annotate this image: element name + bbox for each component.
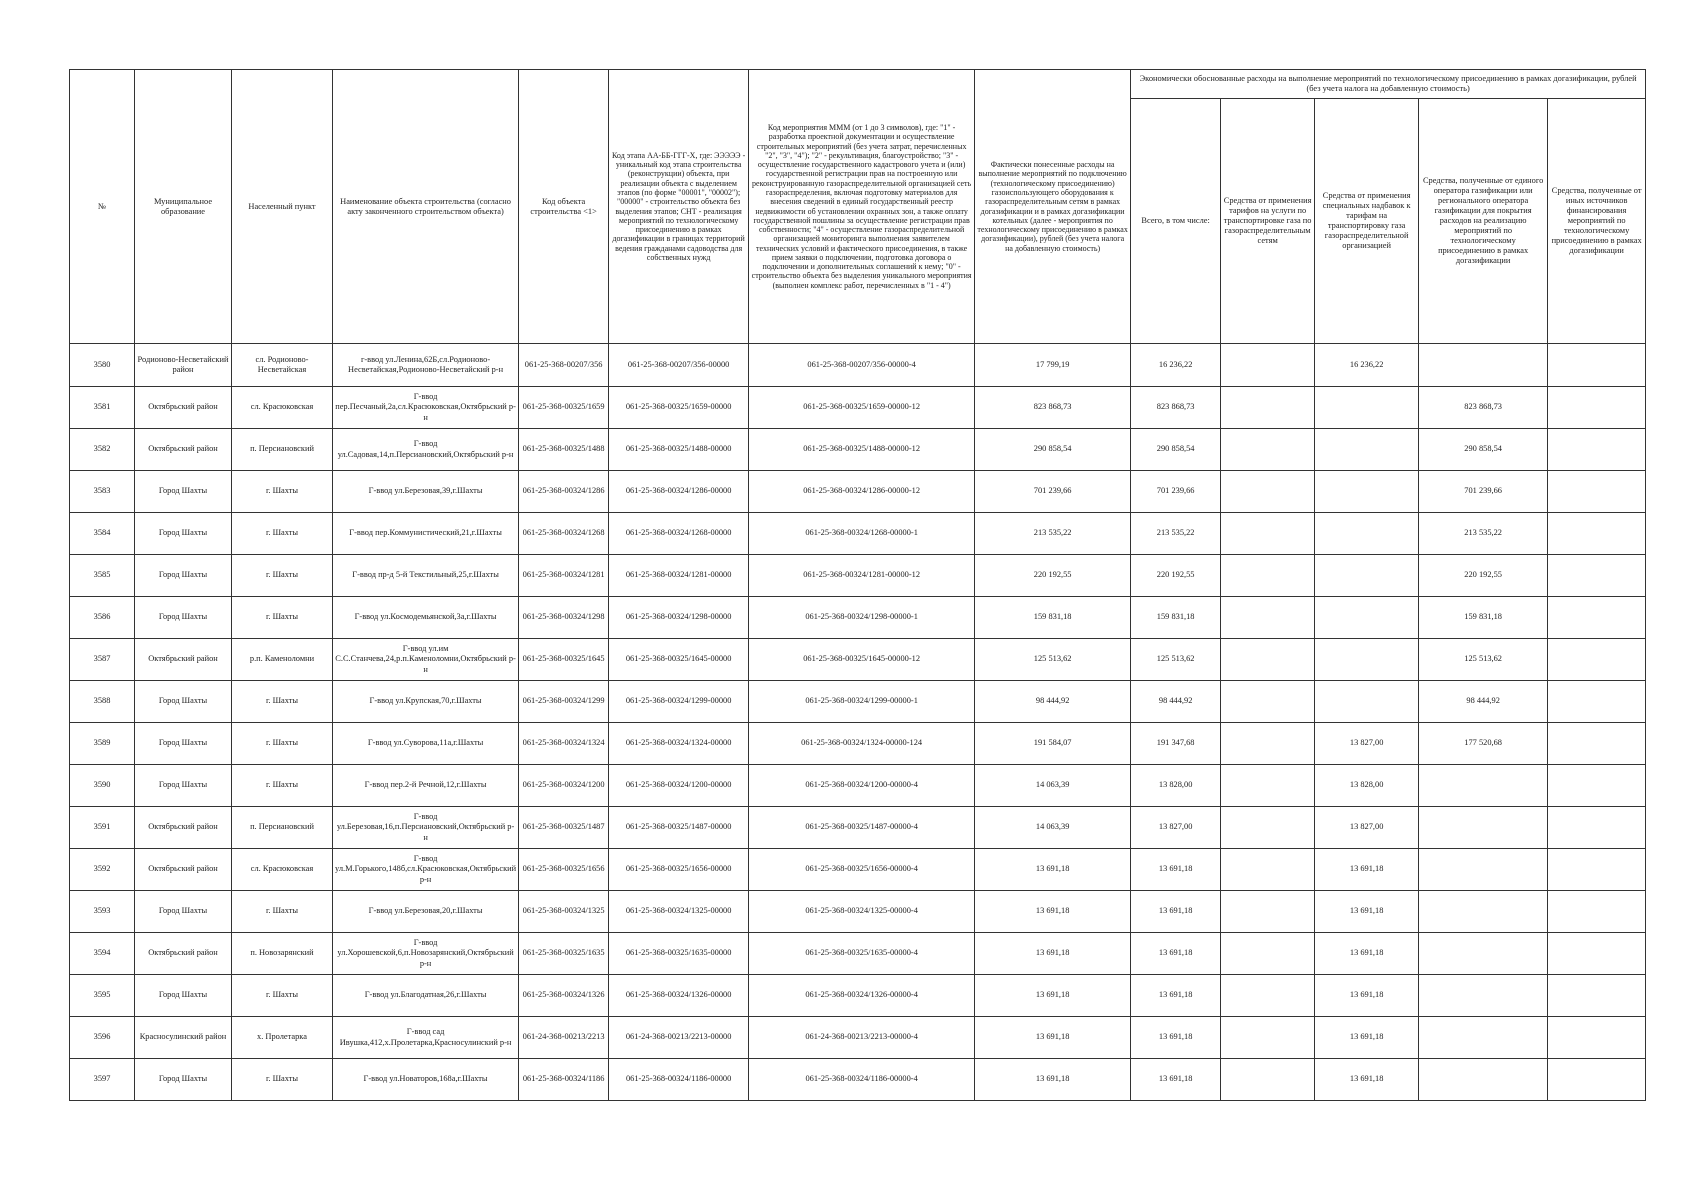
- cell-operator: 98 444,92: [1419, 681, 1548, 723]
- cell-operator: 701 239,66: [1419, 471, 1548, 513]
- cell-other-sources: [1548, 429, 1646, 471]
- cell-object-name: Г-ввод пер.Коммунистический,21,г.Шахты: [333, 513, 519, 555]
- cell-object-code: 061-25-368-00325/1659: [519, 387, 609, 429]
- cell-municipality: Город Шахты: [135, 597, 232, 639]
- cell-municipality: Город Шахты: [135, 1059, 232, 1101]
- table-row: [70, 681, 1646, 723]
- cell-object-code: 061-25-368-00325/1488: [519, 429, 609, 471]
- cell-tariffs: [1221, 723, 1315, 765]
- cell-no: 3591: [70, 807, 135, 849]
- cell-stage-code: 061-24-368-00213/2213-00000: [609, 1017, 749, 1059]
- cell-other-sources: [1548, 723, 1646, 765]
- cell-object-code: 061-25-368-00324/1298: [519, 597, 609, 639]
- table-row: [70, 639, 1646, 681]
- cell-no: 3587: [70, 639, 135, 681]
- cell-settlement: х. Пролетарка: [232, 1017, 333, 1059]
- cell-activity-code: 061-25-368-00324/1324-00000-124: [749, 723, 975, 765]
- header-actual-costs: Фактически понесенные расходы на выполнение мероприятий по подключению (технологическому присоединению) газоиспользующего оборудования к газораспределительным сетям в рамках догазификации и в рамках догазификации котельных (далее - мероприятия по технологическому присоединению в рамках догазификации), рублей (без учета налога на добавленную стоимость): [975, 70, 1131, 344]
- table-row: [70, 387, 1646, 429]
- cell-total: 159 831,18: [1131, 597, 1221, 639]
- cell-operator: 125 513,62: [1419, 639, 1548, 681]
- table-row: [70, 344, 1646, 387]
- cell-operator: [1419, 975, 1548, 1017]
- cell-settlement: г. Шахты: [232, 723, 333, 765]
- cell-settlement: сл. Красюковская: [232, 387, 333, 429]
- cell-settlement: сл. Родионово-Несветайская: [232, 344, 333, 387]
- cell-tariffs: [1221, 597, 1315, 639]
- expenses-table: [69, 69, 1646, 1101]
- cell-object-name: Г-ввод ул.Березовая,16,п.Персиановский,Октябрьский р-н: [333, 807, 519, 849]
- cell-object-name: Г-ввод ул.Благодатная,26,г.Шахты: [333, 975, 519, 1017]
- cell-no: 3594: [70, 933, 135, 975]
- header-activity-code: Код мероприятия МММ (от 1 до 3 символов), где: "1" - разработка проектной документации и осуществление строительных мероприятий (без учета затрат, перечисленных "2", "3", "4"); "2" - рекультивация, благоустройство; "3" - осуществление государственного кадастрового учета и (или) государственной регистрации прав на построенную или реконструированную газораспределительной организацией сеть газораспределения, включая подготовку материалов для внесения сведений в единый государственный реестр недвижимости об установлении охранных зон, а также оплату государственной пошлины за осуществление регистрации прав собственности; "4" - осуществление газораспределительной организацией мониторинга выполнения заявителем технических условий и фактического присоединения, в также прием заявки о подключении, подготовка договора о подключении и дополнительных соглашений к нему; "0" - строительство объекта без выделения уникального мероприятия (выполнен комплекс работ, перечисленных в "1 - 4"): [749, 70, 975, 344]
- cell-surcharges: 13 827,00: [1315, 723, 1419, 765]
- cell-activity-code: 061-25-368-00324/1186-00000-4: [749, 1059, 975, 1101]
- cell-actual-costs: 13 691,18: [975, 1017, 1131, 1059]
- cell-no: 3595: [70, 975, 135, 1017]
- cell-tariffs: [1221, 849, 1315, 891]
- cell-actual-costs: 13 691,18: [975, 975, 1131, 1017]
- cell-actual-costs: 13 691,18: [975, 891, 1131, 933]
- cell-other-sources: [1548, 807, 1646, 849]
- cell-stage-code: 061-25-368-00324/1298-00000: [609, 597, 749, 639]
- cell-actual-costs: 220 192,55: [975, 555, 1131, 597]
- cell-object-code: 061-25-368-00325/1656: [519, 849, 609, 891]
- cell-total: 290 858,54: [1131, 429, 1221, 471]
- cell-surcharges: [1315, 429, 1419, 471]
- cell-settlement: п. Персиановский: [232, 429, 333, 471]
- table-row: [70, 429, 1646, 471]
- cell-other-sources: [1548, 933, 1646, 975]
- cell-settlement: сл. Красюковская: [232, 849, 333, 891]
- header-stage-code: Код этапа АА-ББ-ГГГ-Х, где: ЭЭЭЭЭ - уникальный код этапа строительства (реконструкции) объекта, при реализации объекта с выделением этапов (по форме "00001", "00002"); "00000" - строительство объекта без выделения этапов; СНТ - реализация мероприятий по технологическому присоединению в рамках догазификации в границах территорий ведения гражданами садоводства для собственных нужд: [609, 70, 749, 344]
- cell-object-name: Г-ввод ул.Березовая,20,г.Шахты: [333, 891, 519, 933]
- cell-object-code: 061-25-368-00325/1645: [519, 639, 609, 681]
- cell-tariffs: [1221, 681, 1315, 723]
- cell-object-code: 061-25-368-00325/1487: [519, 807, 609, 849]
- cell-total: 13 691,18: [1131, 933, 1221, 975]
- cell-operator: [1419, 765, 1548, 807]
- cell-operator: 823 868,73: [1419, 387, 1548, 429]
- cell-municipality: Город Шахты: [135, 765, 232, 807]
- cell-stage-code: 061-25-368-00324/1325-00000: [609, 891, 749, 933]
- header-object-name: Наименование объекта строительства (согласно акту законченного строительством объекта): [333, 70, 519, 344]
- header-total: Всего, в том числе:: [1131, 99, 1221, 344]
- cell-object-code: 061-25-368-00324/1268: [519, 513, 609, 555]
- cell-no: 3582: [70, 429, 135, 471]
- cell-operator: [1419, 1059, 1548, 1101]
- cell-tariffs: [1221, 387, 1315, 429]
- cell-total: 13 691,18: [1131, 891, 1221, 933]
- cell-tariffs: [1221, 1017, 1315, 1059]
- cell-municipality: Город Шахты: [135, 555, 232, 597]
- cell-stage-code: 061-25-368-00324/1281-00000: [609, 555, 749, 597]
- cell-operator: 290 858,54: [1419, 429, 1548, 471]
- cell-total: 98 444,92: [1131, 681, 1221, 723]
- cell-activity-code: 061-25-368-00325/1487-00000-4: [749, 807, 975, 849]
- cell-total: 13 691,18: [1131, 975, 1221, 1017]
- cell-object-code: 061-25-368-00324/1186: [519, 1059, 609, 1101]
- cell-object-code: 061-25-368-00325/1635: [519, 933, 609, 975]
- cell-activity-code: 061-25-368-00325/1488-00000-12: [749, 429, 975, 471]
- cell-object-code: 061-24-368-00213/2213: [519, 1017, 609, 1059]
- cell-settlement: г. Шахты: [232, 555, 333, 597]
- cell-stage-code: 061-25-368-00325/1635-00000: [609, 933, 749, 975]
- header-tariffs: Средства от применения тарифов на услуги по транспортировке газа по газораспределительным сетям: [1221, 99, 1315, 344]
- cell-total: 213 535,22: [1131, 513, 1221, 555]
- cell-surcharges: 13 691,18: [1315, 933, 1419, 975]
- cell-activity-code: 061-25-368-00324/1326-00000-4: [749, 975, 975, 1017]
- cell-stage-code: 061-25-368-00325/1645-00000: [609, 639, 749, 681]
- cell-object-code: 061-25-368-00324/1299: [519, 681, 609, 723]
- cell-stage-code: 061-25-368-00324/1326-00000: [609, 975, 749, 1017]
- cell-activity-code: 061-25-368-00324/1200-00000-4: [749, 765, 975, 807]
- cell-actual-costs: 701 239,66: [975, 471, 1131, 513]
- cell-stage-code: 061-25-368-00324/1186-00000: [609, 1059, 749, 1101]
- header-settlement: Населенный пункт: [232, 70, 333, 344]
- cell-other-sources: [1548, 513, 1646, 555]
- table-row: [70, 975, 1646, 1017]
- cell-surcharges: [1315, 639, 1419, 681]
- cell-surcharges: 13 691,18: [1315, 975, 1419, 1017]
- cell-municipality: Октябрьский район: [135, 429, 232, 471]
- cell-operator: 159 831,18: [1419, 597, 1548, 639]
- cell-tariffs: [1221, 344, 1315, 387]
- cell-other-sources: [1548, 639, 1646, 681]
- cell-municipality: Город Шахты: [135, 681, 232, 723]
- cell-no: 3584: [70, 513, 135, 555]
- cell-settlement: п. Персиановский: [232, 807, 333, 849]
- cell-object-code: 061-25-368-00207/356: [519, 344, 609, 387]
- cell-object-code: 061-25-368-00324/1281: [519, 555, 609, 597]
- table-row: [70, 1017, 1646, 1059]
- cell-object-name: Г-ввод ул.Космодемьянской,3а,г.Шахты: [333, 597, 519, 639]
- table-row: [70, 807, 1646, 849]
- cell-actual-costs: 159 831,18: [975, 597, 1131, 639]
- cell-object-name: Г-ввод ул.Суворова,11а,г.Шахты: [333, 723, 519, 765]
- cell-stage-code: 061-25-368-00325/1659-00000: [609, 387, 749, 429]
- cell-object-code: 061-25-368-00324/1326: [519, 975, 609, 1017]
- cell-stage-code: 061-25-368-00324/1268-00000: [609, 513, 749, 555]
- header-object-code: Код объекта строительства <1>: [519, 70, 609, 344]
- cell-total: 220 192,55: [1131, 555, 1221, 597]
- cell-municipality: Красносулинский район: [135, 1017, 232, 1059]
- cell-operator: [1419, 849, 1548, 891]
- cell-surcharges: [1315, 513, 1419, 555]
- cell-surcharges: 13 691,18: [1315, 1059, 1419, 1101]
- cell-activity-code: 061-25-368-00324/1286-00000-12: [749, 471, 975, 513]
- cell-tariffs: [1221, 555, 1315, 597]
- cell-no: 3596: [70, 1017, 135, 1059]
- cell-total: 823 868,73: [1131, 387, 1221, 429]
- cell-activity-code: 061-25-368-00324/1268-00000-1: [749, 513, 975, 555]
- cell-other-sources: [1548, 975, 1646, 1017]
- cell-no: 3590: [70, 765, 135, 807]
- cell-no: 3592: [70, 849, 135, 891]
- cell-tariffs: [1221, 1059, 1315, 1101]
- cell-municipality: Октябрьский район: [135, 849, 232, 891]
- cell-total: 13 691,18: [1131, 1059, 1221, 1101]
- cell-total: 16 236,22: [1131, 344, 1221, 387]
- cell-object-name: Г-ввод пер.Песчаный,2а,сл.Красюковская,Октябрьский р-н: [333, 387, 519, 429]
- cell-surcharges: 13 691,18: [1315, 891, 1419, 933]
- cell-other-sources: [1548, 1059, 1646, 1101]
- cell-object-name: Г-ввод пер.2-й Речной,12,г.Шахты: [333, 765, 519, 807]
- cell-settlement: г. Шахты: [232, 891, 333, 933]
- cell-total: 701 239,66: [1131, 471, 1221, 513]
- table-row: [70, 933, 1646, 975]
- cell-other-sources: [1548, 1017, 1646, 1059]
- cell-surcharges: [1315, 555, 1419, 597]
- cell-no: 3593: [70, 891, 135, 933]
- table-row: [70, 849, 1646, 891]
- cell-stage-code: 061-25-368-00324/1200-00000: [609, 765, 749, 807]
- cell-municipality: Октябрьский район: [135, 933, 232, 975]
- table-row: [70, 891, 1646, 933]
- table-row: [70, 723, 1646, 765]
- cell-actual-costs: 823 868,73: [975, 387, 1131, 429]
- cell-municipality: Октябрьский район: [135, 807, 232, 849]
- cell-no: 3583: [70, 471, 135, 513]
- header-no: №: [70, 70, 135, 344]
- cell-other-sources: [1548, 765, 1646, 807]
- cell-municipality: Город Шахты: [135, 891, 232, 933]
- cell-actual-costs: 13 691,18: [975, 933, 1131, 975]
- cell-operator: [1419, 344, 1548, 387]
- cell-object-code: 061-25-368-00324/1200: [519, 765, 609, 807]
- cell-tariffs: [1221, 933, 1315, 975]
- cell-object-code: 061-25-368-00324/1286: [519, 471, 609, 513]
- cell-object-name: Г-ввод пр-д 5-й Текстильный,25,г.Шахты: [333, 555, 519, 597]
- cell-total: 125 513,62: [1131, 639, 1221, 681]
- cell-operator: [1419, 807, 1548, 849]
- cell-surcharges: [1315, 597, 1419, 639]
- cell-object-name: Г-ввод ул.Садовая,14,п.Персиановский,Октябрьский р-н: [333, 429, 519, 471]
- cell-surcharges: 13 691,18: [1315, 849, 1419, 891]
- cell-surcharges: 13 827,00: [1315, 807, 1419, 849]
- cell-operator: [1419, 891, 1548, 933]
- header-other-sources: Средства, полученные от иных источников финансирования мероприятий по технологическому присоединению в рамках догазификации: [1548, 99, 1646, 344]
- cell-activity-code: 061-24-368-00213/2213-00000-4: [749, 1017, 975, 1059]
- cell-settlement: г. Шахты: [232, 471, 333, 513]
- cell-other-sources: [1548, 344, 1646, 387]
- cell-municipality: Город Шахты: [135, 975, 232, 1017]
- cell-actual-costs: 125 513,62: [975, 639, 1131, 681]
- cell-surcharges: [1315, 387, 1419, 429]
- cell-other-sources: [1548, 555, 1646, 597]
- cell-municipality: Октябрьский район: [135, 387, 232, 429]
- cell-no: 3585: [70, 555, 135, 597]
- cell-total: 191 347,68: [1131, 723, 1221, 765]
- header-municipality: Муниципальное образование: [135, 70, 232, 344]
- cell-actual-costs: 191 584,07: [975, 723, 1131, 765]
- table-row: [70, 765, 1646, 807]
- cell-other-sources: [1548, 891, 1646, 933]
- header-economic-group: Экономически обоснованные расходы на выполнение мероприятий по технологическому присоединению в рамках догазификации, рублей (без учета налога на добавленную стоимость): [1131, 70, 1646, 99]
- cell-object-name: Г-ввод ул.Новаторов,168а,г.Шахты: [333, 1059, 519, 1101]
- cell-object-name: Г-ввод ул.Хорошевской,6,п.Новозарянский,Октябрьский р-н: [333, 933, 519, 975]
- cell-settlement: г. Шахты: [232, 975, 333, 1017]
- cell-operator: 213 535,22: [1419, 513, 1548, 555]
- cell-municipality: Родионово-Несветайский район: [135, 344, 232, 387]
- cell-activity-code: 061-25-368-00325/1635-00000-4: [749, 933, 975, 975]
- cell-tariffs: [1221, 429, 1315, 471]
- table-row: [70, 513, 1646, 555]
- cell-actual-costs: 13 691,18: [975, 849, 1131, 891]
- cell-activity-code: 061-25-368-00325/1656-00000-4: [749, 849, 975, 891]
- cell-no: 3597: [70, 1059, 135, 1101]
- cell-settlement: р.п. Каменоломни: [232, 639, 333, 681]
- cell-other-sources: [1548, 471, 1646, 513]
- cell-stage-code: 061-25-368-00324/1324-00000: [609, 723, 749, 765]
- cell-object-name: г-ввод ул.Ленина,62Б,сл.Родионово-Несветайская,Родионово-Несветайский р-н: [333, 344, 519, 387]
- cell-settlement: г. Шахты: [232, 597, 333, 639]
- table-row: [70, 1059, 1646, 1101]
- cell-settlement: п. Новозарянский: [232, 933, 333, 975]
- cell-stage-code: 061-25-368-00325/1488-00000: [609, 429, 749, 471]
- cell-total: 13 691,18: [1131, 849, 1221, 891]
- cell-activity-code: 061-25-368-00324/1325-00000-4: [749, 891, 975, 933]
- cell-other-sources: [1548, 681, 1646, 723]
- cell-operator: 177 520,68: [1419, 723, 1548, 765]
- cell-object-code: 061-25-368-00324/1325: [519, 891, 609, 933]
- cell-other-sources: [1548, 849, 1646, 891]
- cell-settlement: г. Шахты: [232, 1059, 333, 1101]
- cell-no: 3580: [70, 344, 135, 387]
- cell-tariffs: [1221, 639, 1315, 681]
- cell-object-name: Г-ввод ул.им С.С.Станчева,24,р.п.Каменоломни,Октябрьский р-н: [333, 639, 519, 681]
- cell-tariffs: [1221, 765, 1315, 807]
- cell-object-name: Г-ввод ул.М.Горького,148б,сл.Красюковская,Октябрьский р-н: [333, 849, 519, 891]
- cell-settlement: г. Шахты: [232, 681, 333, 723]
- cell-tariffs: [1221, 807, 1315, 849]
- cell-municipality: Город Шахты: [135, 723, 232, 765]
- cell-actual-costs: 17 799,19: [975, 344, 1131, 387]
- cell-stage-code: 061-25-368-00325/1656-00000: [609, 849, 749, 891]
- cell-surcharges: 16 236,22: [1315, 344, 1419, 387]
- table-row: [70, 597, 1646, 639]
- cell-settlement: г. Шахты: [232, 765, 333, 807]
- cell-surcharges: 13 691,18: [1315, 1017, 1419, 1059]
- cell-surcharges: [1315, 471, 1419, 513]
- cell-municipality: Октябрьский район: [135, 639, 232, 681]
- cell-actual-costs: 14 063,39: [975, 765, 1131, 807]
- cell-other-sources: [1548, 387, 1646, 429]
- cell-stage-code: 061-25-368-00324/1286-00000: [609, 471, 749, 513]
- cell-settlement: г. Шахты: [232, 513, 333, 555]
- cell-surcharges: [1315, 681, 1419, 723]
- cell-operator: 220 192,55: [1419, 555, 1548, 597]
- cell-object-name: Г-ввод сад Ивушка,412,х.Пролетарка,Красносулинский р-н: [333, 1017, 519, 1059]
- cell-total: 13 827,00: [1131, 807, 1221, 849]
- cell-object-name: Г-ввод ул.Березовая,39,г.Шахты: [333, 471, 519, 513]
- cell-total: 13 828,00: [1131, 765, 1221, 807]
- cell-total: 13 691,18: [1131, 1017, 1221, 1059]
- cell-activity-code: 061-25-368-00207/356-00000-4: [749, 344, 975, 387]
- cell-no: 3589: [70, 723, 135, 765]
- cell-actual-costs: 14 063,39: [975, 807, 1131, 849]
- cell-actual-costs: 213 535,22: [975, 513, 1131, 555]
- cell-other-sources: [1548, 597, 1646, 639]
- cell-object-name: Г-ввод ул.Крупская,70,г.Шахты: [333, 681, 519, 723]
- header-surcharges: Средства от применения специальных надбавок к тарифам на транспортировку газа газораспределительной организацией: [1315, 99, 1419, 344]
- cell-actual-costs: 290 858,54: [975, 429, 1131, 471]
- cell-activity-code: 061-25-368-00324/1281-00000-12: [749, 555, 975, 597]
- cell-operator: [1419, 1017, 1548, 1059]
- cell-activity-code: 061-25-368-00325/1659-00000-12: [749, 387, 975, 429]
- cell-stage-code: 061-25-368-00325/1487-00000: [609, 807, 749, 849]
- cell-tariffs: [1221, 975, 1315, 1017]
- cell-stage-code: 061-25-368-00207/356-00000: [609, 344, 749, 387]
- cell-activity-code: 061-25-368-00324/1299-00000-1: [749, 681, 975, 723]
- cell-no: 3588: [70, 681, 135, 723]
- cell-tariffs: [1221, 513, 1315, 555]
- cell-surcharges: 13 828,00: [1315, 765, 1419, 807]
- table-row: [70, 555, 1646, 597]
- cell-operator: [1419, 933, 1548, 975]
- cell-activity-code: 061-25-368-00325/1645-00000-12: [749, 639, 975, 681]
- cell-activity-code: 061-25-368-00324/1298-00000-1: [749, 597, 975, 639]
- cell-actual-costs: 98 444,92: [975, 681, 1131, 723]
- cell-stage-code: 061-25-368-00324/1299-00000: [609, 681, 749, 723]
- cell-municipality: Город Шахты: [135, 471, 232, 513]
- cell-tariffs: [1221, 891, 1315, 933]
- cell-object-code: 061-25-368-00324/1324: [519, 723, 609, 765]
- cell-no: 3581: [70, 387, 135, 429]
- cell-tariffs: [1221, 471, 1315, 513]
- header-operator: Средства, полученные от единого оператора газификации или регионального оператора газификации для покрытия расходов на реализацию мероприятий по технологическому присоединению в рамках догазификации: [1419, 99, 1548, 344]
- cell-municipality: Город Шахты: [135, 513, 232, 555]
- cell-no: 3586: [70, 597, 135, 639]
- cell-actual-costs: 13 691,18: [975, 1059, 1131, 1101]
- table-row: [70, 471, 1646, 513]
